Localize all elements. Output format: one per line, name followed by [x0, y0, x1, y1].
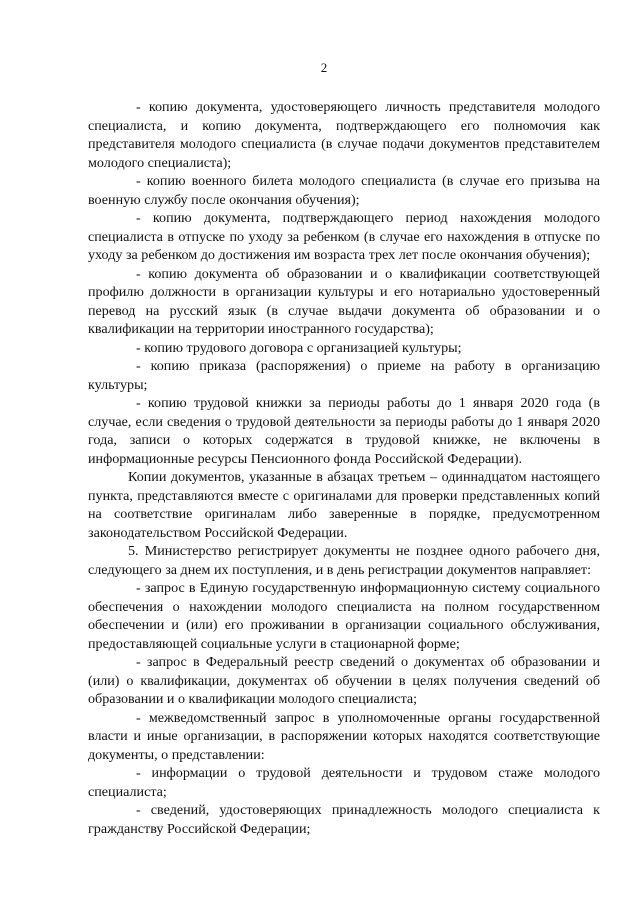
paragraph: - межведомственный запрос в уполномоченные органы государственной власти и иные организации, в распоряжении которых находятся соответствующие документы, о представлении:	[88, 709, 600, 763]
paragraph: - копию документа об образовании и о квалификации соответствующей профилю должности в организации культуры и его нотариально удостоверенный перевод на русский язык (в случае выдачи документа об образовании и о квалификации на территории иностранного государства);	[88, 265, 600, 337]
paragraph: - запрос в Федеральный реестр сведений о документах об образовании и (или) о квалификации, документах об обучении в целях получения сведений об образовании и о квалификации молодого специалиста;	[88, 654, 600, 707]
paragraph: - копию документа, удостоверяющего личность представителя молодого специалиста, и копию документа, подтверждающего его полномочия как представителя молодого специалиста (в случае подачи документов представителем молодого специалиста);	[88, 99, 600, 171]
paragraph: - запрос в Единую государственную информационную систему социального обеспечения о нахождении молодого специалиста на полном государственном обеспечении и (или) его проживании в организации социального обслуживания, предоставляющей социальные услуги в стационарной форме;	[88, 580, 600, 652]
paragraph: - информации о трудовой деятельности и трудовом стаже молодого специалиста;	[88, 765, 600, 800]
paragraph: 5. Министерство регистрирует документы не позднее одного рабочего дня, следующего за днем их поступления, и в день регистрации документов направляет:	[88, 543, 600, 578]
paragraph: - копию документа, подтверждающего период нахождения молодого специалиста в отпуске по уходу за ребенком (в случае его нахождения в отпуске по уходу за ребенком до достижения им возраста трех лет после окончания обучения);	[88, 210, 600, 263]
paragraph: Копии документов, указанные в абзацах третьем – одиннадцатом настоящего пункта, представляются вместе с оригиналами для проверки представленных копий на соответствие оригиналам либо заверенные в порядке, предусмотренном законодательством Российской Федерации.	[88, 469, 600, 541]
paragraph: - копию военного билета молодого специалиста (в случае его призыва на военную службу после окончания обучения);	[88, 173, 600, 208]
page-number: 2	[320, 60, 328, 75]
paragraph: - сведений, удостоверяющих принадлежность молодого специалиста к гражданству Российской Федерации;	[88, 802, 600, 837]
paragraph: - копию приказа (распоряжения) о приеме на работу в организацию культуры;	[88, 358, 600, 393]
document-body	[88, 98, 600, 838]
paragraph: - копию трудового договора с организацией культуры;	[136, 339, 462, 356]
paragraph: - копию трудовой книжки за периоды работы до 1 января 2020 года (в случае, если сведения о трудовой деятельности за периоды работы до 1 января 2020 года, записи о которых содержатся в трудовой книжке, не включены в информационные ресурсы Пенсионного фонда Российской Федерации).	[88, 395, 600, 467]
